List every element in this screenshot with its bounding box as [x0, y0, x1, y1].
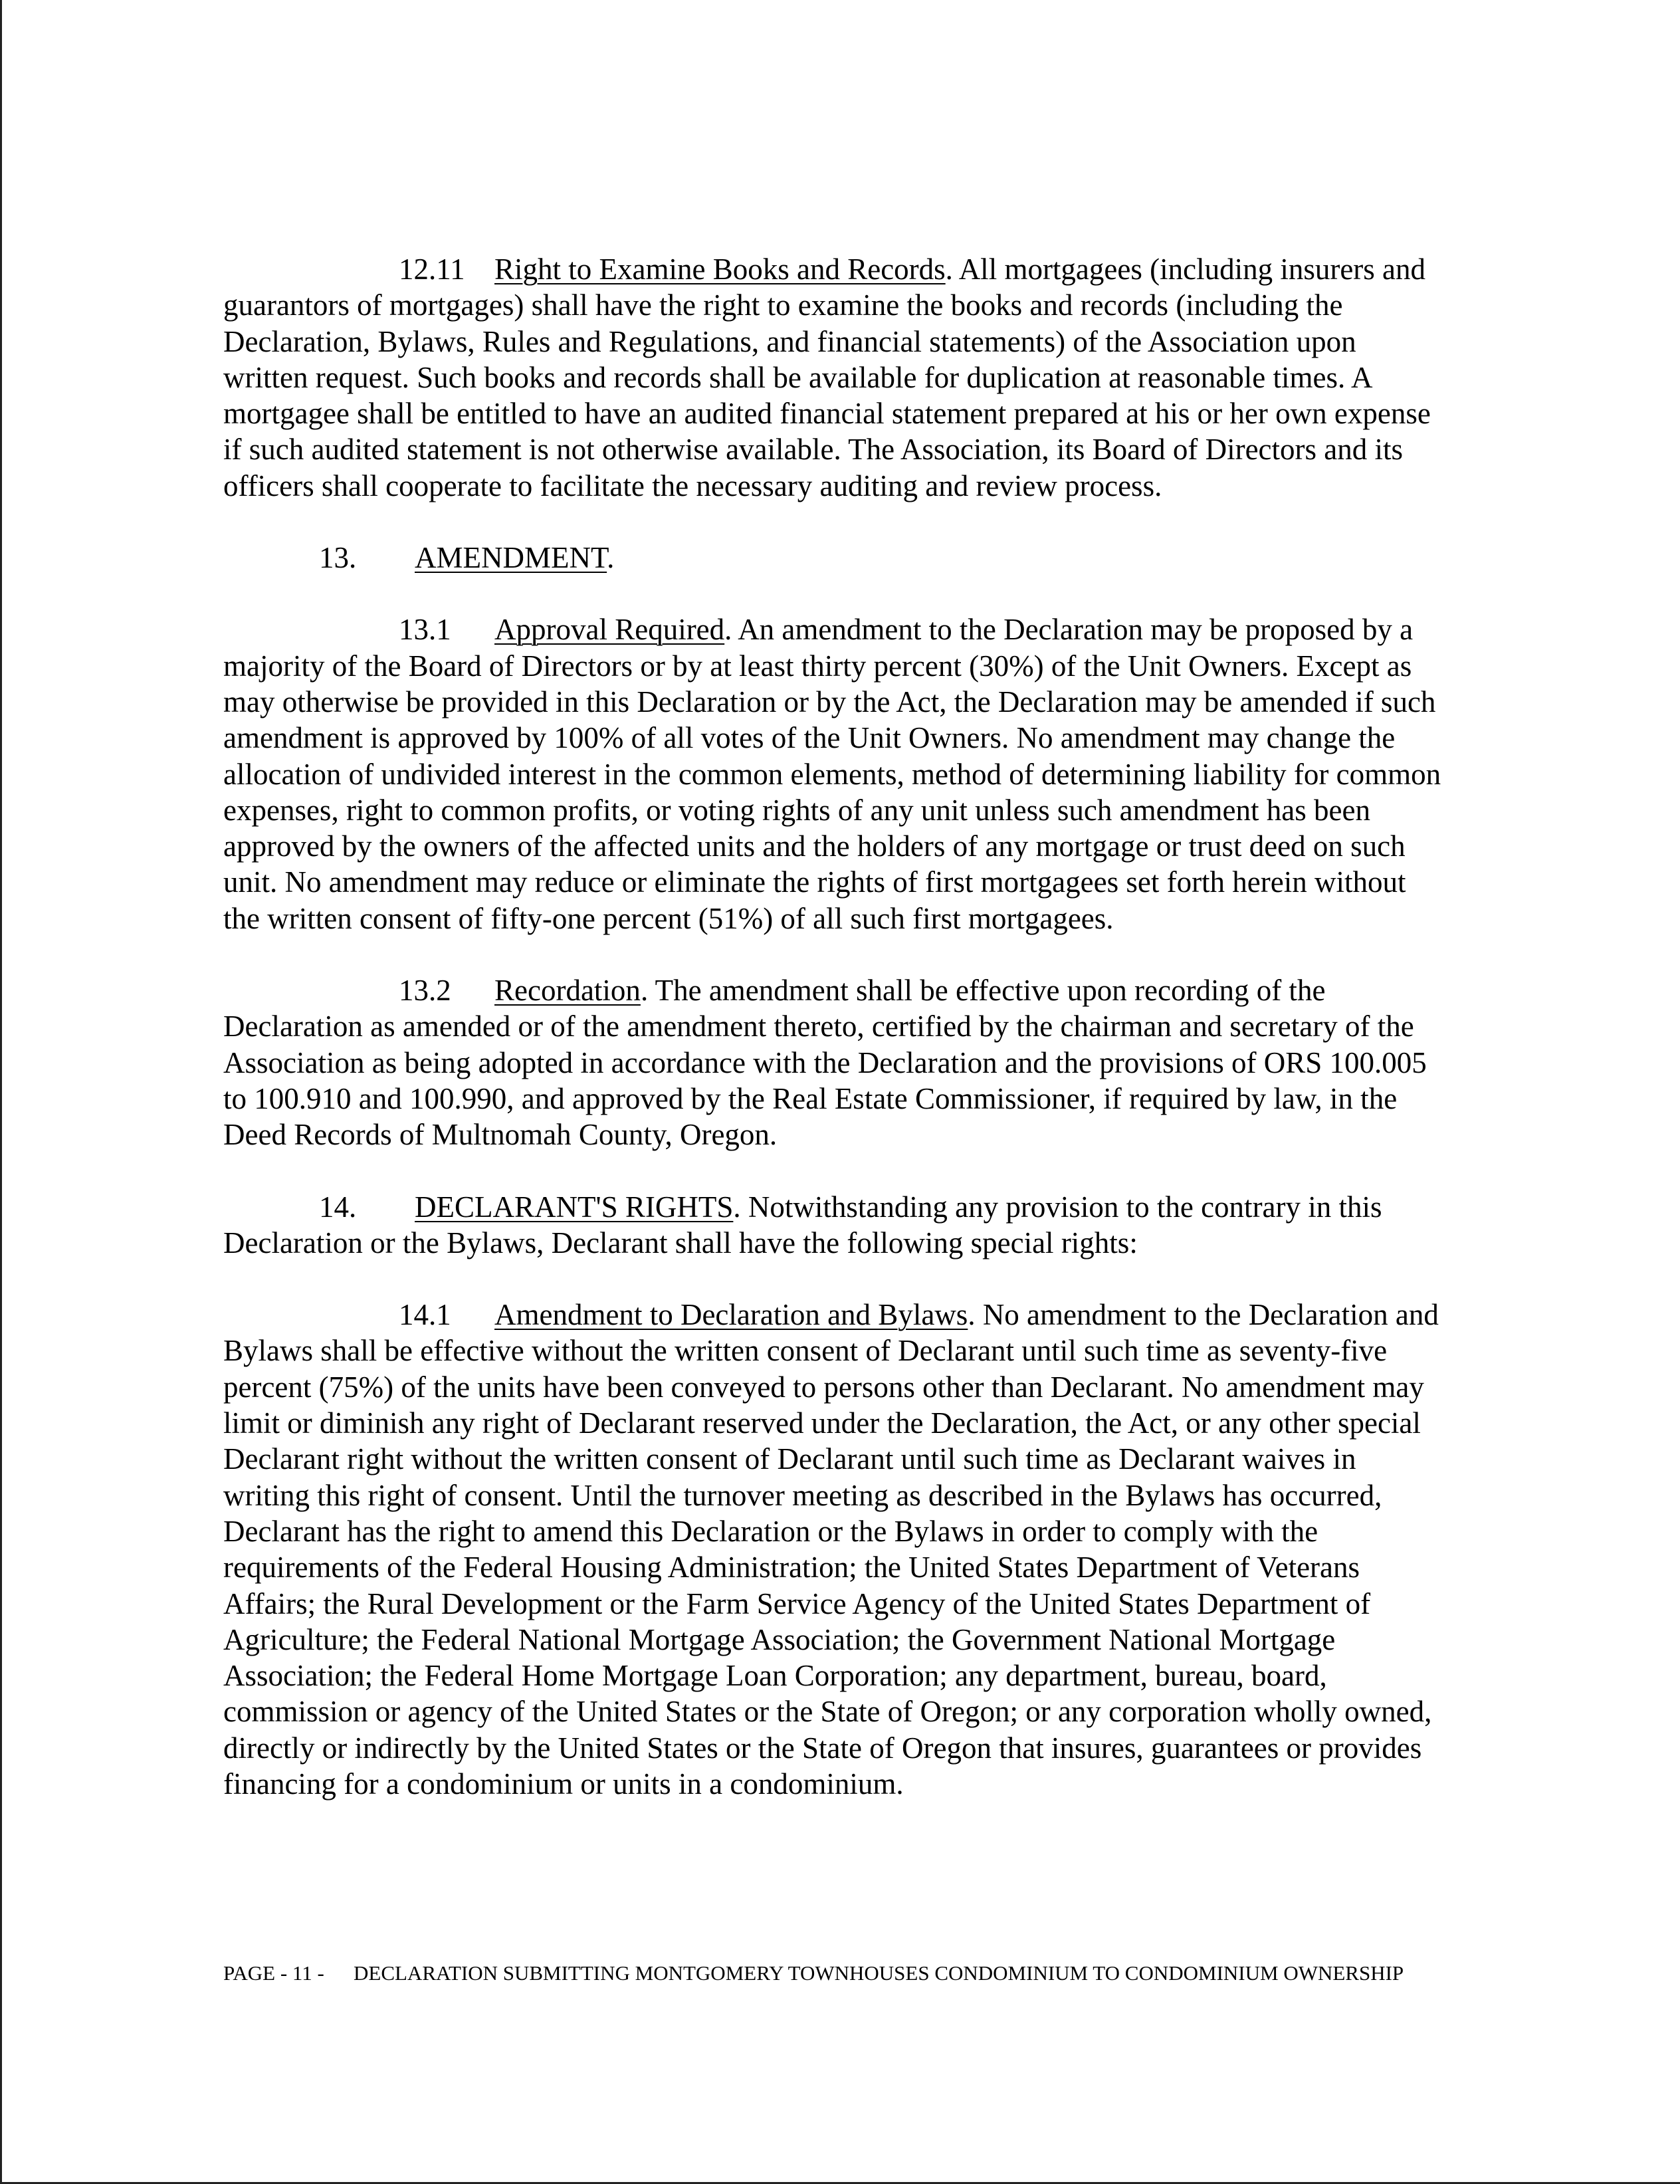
section-number: 13.2 [399, 974, 451, 1008]
footer-page-number: PAGE - 11 - [223, 1961, 324, 1985]
section-text: . Notwithstanding any provision to the contrary in this Declaration or the Bylaws, Declarant shall have the following special rights: [223, 1190, 1382, 1259]
section-heading: DECLARANT'S RIGHTS [415, 1190, 734, 1224]
section-heading: AMENDMENT [415, 541, 607, 575]
section-number: 14.1 [399, 1298, 451, 1332]
section-13-2 [223, 972, 1446, 1152]
section-13-1 [223, 611, 1446, 936]
section-text: . No amendment to the Declaration and Bylaws shall be effective without the written consent of Declarant until such time as seventy-five percent (75%) of the units have been conveyed to persons other than Declarant. No amendment may limit or diminish any right of Declarant reserved under the Declaration, the Act, or any other special Declarant right without the written consent of Declarant until such time as Declarant waives in writing this right of consent. Until the turnover meeting as described in the Bylaws has occurred, Declarant has the right to amend this Declaration or the Bylaws in order to comply with the requirements of the Federal Housing Administration; the United States Department of Veterans Affairs; the Rural Development or the Farm Service Agency of the United States Department of Agriculture; the Federal National Mortgage Association; the Government National Mortgage Association; the Federal Home Mortgage Loan Corporation; any department, bureau, board, commission or agency of the United States or the State of Oregon; or any corporation wholly owned, directly or indirectly by the United States or the State of Oregon that insures, guarantees or provides financing for a condominium or units in a condominium. [223, 1298, 1439, 1801]
section-heading: Approval Required [494, 613, 725, 647]
section-14 [223, 1189, 1446, 1261]
section-heading: Recordation [494, 974, 641, 1008]
section-14-1 [223, 1297, 1446, 1802]
section-number: 13.1 [399, 613, 451, 647]
section-number: 12.11 [399, 253, 465, 286]
document-body [223, 251, 1446, 1838]
section-number: 13. [319, 541, 357, 575]
section-text: . An amendment to the Declaration may be proposed by a majority of the Board of Directors or by at least thirty percent (30%) of the Unit Owners. Except as may otherwise be provided in this Declaration or by the Act, the Declaration may be amended if such amendment is approved by 100% of all votes of the Unit Owners. No amendment may change the allocation of undivided interest in the common elements, method of determining liability for common expenses, right to common profits, or voting rights of any unit unless such amendment has been approved by the owners of the affected units and the holders of any mortgage or trust deed on such unit. No amendment may reduce or eliminate the rights of first mortgagees set forth herein without the written consent of fifty-one percent (51%) of all such first mortgagees. [223, 613, 1441, 935]
page-left-edge [0, 0, 2, 2184]
section-number: 14. [319, 1190, 357, 1224]
section-text: . All mortgagees (including insurers and guarantors of mortgages) shall have the right to examine the books and records (including the Declaration, Bylaws, Rules and Regulations, and financial statements) of the Association upon written request. Such books and records shall be available for duplication at reasonable times. A mortgagee shall be entitled to have an audited financial statement prepared at his or her own expense if such audited statement is not otherwise available. The Association, its Board of Directors and its officers shall cooperate to facilitate the necessary auditing and review process. [223, 253, 1431, 502]
section-12-11 [223, 251, 1446, 504]
section-heading: Amendment to Declaration and Bylaws [494, 1298, 968, 1332]
page-footer [223, 1961, 1446, 1986]
section-text: . The amendment shall be effective upon recording of the Declaration as amended or of the amendment thereto, certified by the chairman and secretary of the Association as being adopted in accordance with the Declaration and the provisions of ORS 100.005 to 100.910 and 100.990, and approved by the Real Estate Commissioner, if required by law, in the Deed Records of Multnomah County, Oregon. [223, 974, 1427, 1152]
footer-document-title: DECLARATION SUBMITTING MONTGOMERY TOWNHOUSES CONDOMINIUM TO CONDOMINIUM OWNERSHIP [354, 1961, 1404, 1985]
section-text: . [607, 541, 615, 575]
section-13 [223, 540, 1446, 576]
section-heading: Right to Examine Books and Records [494, 253, 946, 286]
